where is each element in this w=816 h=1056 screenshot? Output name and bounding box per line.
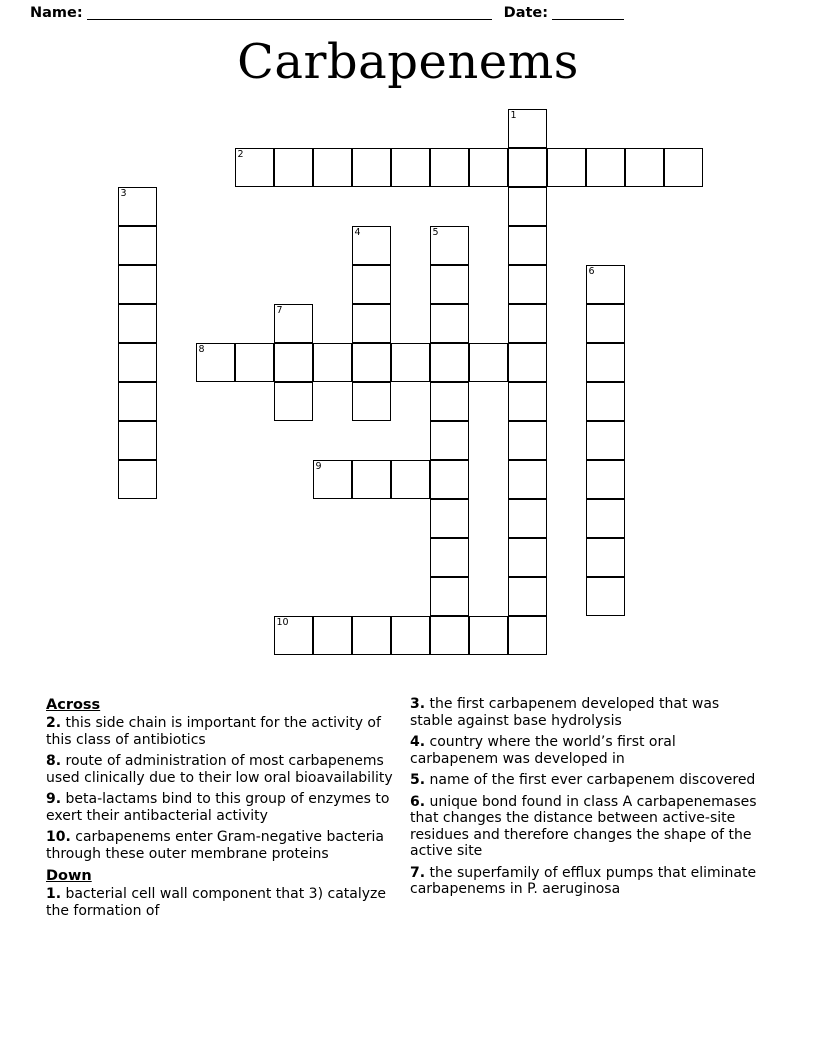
grid-cell[interactable] <box>586 265 625 304</box>
across-clue-list <box>46 715 394 862</box>
grid-cell[interactable] <box>586 577 625 616</box>
name-label: Name: <box>30 5 83 21</box>
grid-cell[interactable] <box>430 226 469 265</box>
grid-cell[interactable] <box>508 538 547 577</box>
grid-cell[interactable] <box>313 616 352 655</box>
grid-cell[interactable] <box>118 226 157 265</box>
grid-cell[interactable] <box>313 343 352 382</box>
clue-text: bacterial cell wall component that 3) catalyze the formation of <box>46 886 386 919</box>
clue-number: 5. <box>410 772 426 788</box>
grid-cell[interactable] <box>352 616 391 655</box>
grid-cell[interactable] <box>508 382 547 421</box>
clue-text: the superfamily of efflux pumps that eliminate carbapenems in P. aeruginosa <box>410 864 757 897</box>
grid-cell[interactable] <box>508 460 547 499</box>
grid-cell[interactable] <box>313 460 352 499</box>
grid-cell[interactable] <box>274 616 313 655</box>
clue-item <box>410 734 758 767</box>
grid-cell-number: 8 <box>198 344 205 355</box>
crossword-grid[interactable] <box>0 104 816 664</box>
grid-cell[interactable] <box>586 304 625 343</box>
grid-cell[interactable] <box>586 538 625 577</box>
grid-cell[interactable] <box>430 304 469 343</box>
grid-cell[interactable] <box>664 148 703 187</box>
grid-cell[interactable] <box>586 499 625 538</box>
grid-cell[interactable] <box>352 304 391 343</box>
grid-cell[interactable] <box>469 343 508 382</box>
grid-cell[interactable] <box>391 616 430 655</box>
clue-text: unique bond found in class A carbapenemases that changes the distance between active-site residues and therefore changes the shape of the active site <box>410 793 757 859</box>
across-heading: Across <box>46 697 101 713</box>
clue-number: 8. <box>46 753 62 769</box>
grid-cell[interactable] <box>430 421 469 460</box>
grid-cell[interactable] <box>118 304 157 343</box>
page-title: Carbapenems <box>237 34 579 90</box>
grid-cell[interactable] <box>586 460 625 499</box>
grid-cell[interactable] <box>547 148 586 187</box>
clue-item <box>46 829 394 862</box>
grid-cell-number: 10 <box>276 617 289 628</box>
grid-cell[interactable] <box>508 577 547 616</box>
grid-cell[interactable] <box>508 265 547 304</box>
clues-column-right <box>410 696 758 903</box>
grid-cell[interactable] <box>430 577 469 616</box>
clue-item <box>410 794 758 860</box>
grid-cell[interactable] <box>508 109 547 148</box>
name-date-line <box>30 0 786 26</box>
grid-cell[interactable] <box>508 187 547 226</box>
grid-cell[interactable] <box>586 343 625 382</box>
grid-cell-number: 2 <box>237 149 244 160</box>
grid-cell[interactable] <box>352 460 391 499</box>
grid-cell-number: 1 <box>510 110 517 121</box>
grid-cell[interactable] <box>625 148 664 187</box>
clue-text: carbapenems enter Gram-negative bacteria through these outer membrane proteins <box>46 829 384 862</box>
clues-area <box>46 696 776 986</box>
clue-item <box>410 865 758 898</box>
grid-cell[interactable] <box>391 460 430 499</box>
clue-text: this side chain is important for the activity of this class of antibiotics <box>46 715 381 748</box>
clue-item <box>410 696 758 729</box>
grid-cell[interactable] <box>274 343 313 382</box>
clue-text: the first carbapenem developed that was stable against base hydrolysis <box>410 696 720 729</box>
grid-cell[interactable] <box>391 148 430 187</box>
grid-cell[interactable] <box>430 265 469 304</box>
grid-cell[interactable] <box>430 343 469 382</box>
grid-cell[interactable] <box>508 616 547 655</box>
clue-text: route of administration of most carbapenems used clinically due to their low oral bioavailability <box>46 753 393 786</box>
grid-cell[interactable] <box>118 187 157 226</box>
grid-cell[interactable] <box>586 421 625 460</box>
grid-cell[interactable] <box>352 265 391 304</box>
down-clue-list-right <box>410 696 758 898</box>
grid-cell[interactable] <box>508 226 547 265</box>
clue-number: 3. <box>410 696 426 712</box>
grid-cell[interactable] <box>274 382 313 421</box>
grid-cell[interactable] <box>430 148 469 187</box>
grid-cell[interactable] <box>274 304 313 343</box>
grid-cell[interactable] <box>352 382 391 421</box>
grid-cell[interactable] <box>352 226 391 265</box>
down-heading: Down <box>46 868 92 884</box>
clue-item <box>46 715 394 748</box>
clue-number: 7. <box>410 864 426 881</box>
clue-item <box>46 886 394 919</box>
clue-text: name of the first ever carbapenem discovered <box>425 772 756 788</box>
grid-cell[interactable] <box>118 382 157 421</box>
grid-cell[interactable] <box>508 304 547 343</box>
clue-number: 4. <box>410 734 426 750</box>
date-write-in-line[interactable] <box>552 7 624 20</box>
grid-cell[interactable] <box>508 499 547 538</box>
grid-cell[interactable] <box>508 421 547 460</box>
grid-cell[interactable] <box>196 343 235 382</box>
grid-cell-number: 7 <box>276 305 283 316</box>
grid-cell[interactable] <box>430 382 469 421</box>
grid-cell[interactable] <box>391 343 430 382</box>
grid-cell[interactable] <box>118 265 157 304</box>
grid-cell[interactable] <box>352 343 391 382</box>
grid-cell-number: 4 <box>354 227 361 238</box>
clue-number: 6. <box>410 793 426 810</box>
grid-cell[interactable] <box>430 616 469 655</box>
grid-cell[interactable] <box>430 460 469 499</box>
grid-cell[interactable] <box>586 148 625 187</box>
grid-cell[interactable] <box>274 148 313 187</box>
grid-cell[interactable] <box>469 148 508 187</box>
grid-cell[interactable] <box>352 148 391 187</box>
grid-cell[interactable] <box>118 421 157 460</box>
grid-cell-number: 9 <box>315 461 322 472</box>
clues-column-left <box>46 696 394 924</box>
grid-cell[interactable] <box>469 616 508 655</box>
grid-cell[interactable] <box>118 460 157 499</box>
clue-item <box>46 753 394 786</box>
grid-cell[interactable] <box>235 343 274 382</box>
clue-text: beta-lactams bind to this group of enzymes to exert their antibacterial activity <box>46 791 390 824</box>
clue-number: 1. <box>46 886 62 902</box>
grid-cell[interactable] <box>118 343 157 382</box>
clue-item <box>46 791 394 824</box>
clue-item <box>410 772 758 789</box>
grid-cell[interactable] <box>586 382 625 421</box>
clue-text: country where the world’s first oral carbapenem was developed in <box>410 734 676 767</box>
name-write-in-line[interactable] <box>87 7 492 20</box>
clue-number: 2. <box>46 715 62 731</box>
down-clue-list-left <box>46 886 394 919</box>
grid-cell[interactable] <box>235 148 274 187</box>
grid-cell-number: 3 <box>120 188 127 199</box>
grid-cell-number: 6 <box>588 266 595 277</box>
grid-cell[interactable] <box>508 148 547 187</box>
grid-cell[interactable] <box>430 538 469 577</box>
clue-number: 9. <box>46 791 62 807</box>
clue-number: 10. <box>46 829 71 845</box>
grid-cell-number: 5 <box>432 227 439 238</box>
grid-cell[interactable] <box>430 499 469 538</box>
grid-cell[interactable] <box>508 343 547 382</box>
date-label: Date: <box>503 5 549 21</box>
grid-cell[interactable] <box>313 148 352 187</box>
